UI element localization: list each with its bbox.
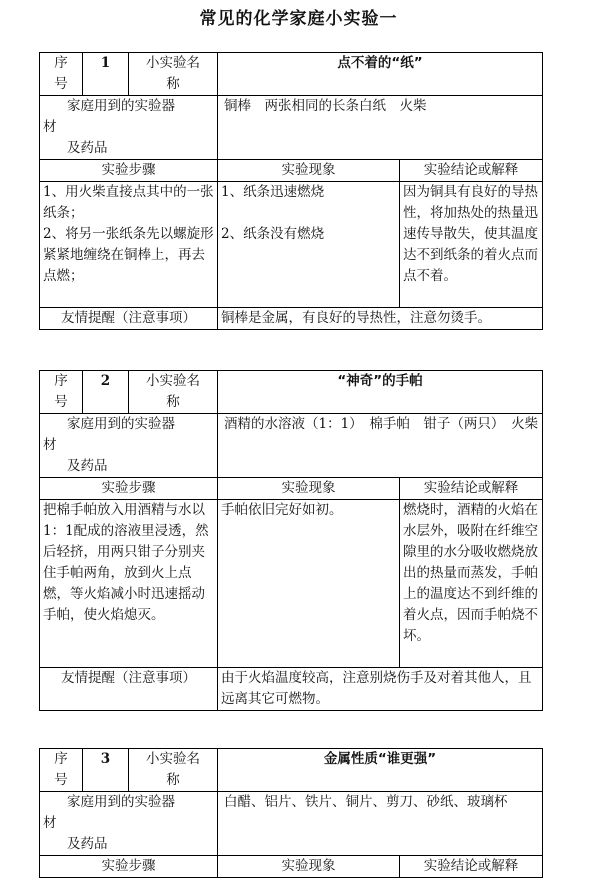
tips-content: 由于火焰温度较高，注意别烧伤手及对着其他人，且远离其它可燃物。	[218, 668, 543, 711]
conclusion-header: 实验结论或解释	[400, 478, 543, 500]
conclusion-content: 燃烧时，酒精的火焰在水层外，吸附在纤维空隙里的水分吸收燃烧放出的热量而蒸发，手帕上的温度达不到纤维的着火点，因而手帕烧不坏。	[400, 500, 543, 668]
steps-header: 实验步骤	[40, 478, 218, 500]
steps-header: 实验步骤	[40, 856, 218, 878]
experiment-title: 点不着的“纸”	[218, 53, 543, 96]
experiment-number: 3	[83, 749, 129, 792]
equipment-list: 酒精的水溶液（1：1） 棉手帕 钳子（两只） 火柴	[218, 414, 543, 478]
tips-label: 友情提醒（注意事项）	[40, 668, 218, 711]
experiment-table-2	[39, 370, 543, 711]
steps-content: 1、用火柴直接点其中的一张纸条； 2、将另一张纸条先以螺旋形紧紧地缠绕在铜棒上，再去点燃；	[40, 182, 218, 308]
conclusion-header: 实验结论或解释	[400, 856, 543, 878]
phenomenon-header: 实验现象	[218, 478, 400, 500]
number-label: 序 号	[40, 749, 83, 792]
experiment-table-1	[39, 52, 543, 330]
phenomenon-header: 实验现象	[218, 856, 400, 878]
experiment-number: 1	[83, 53, 129, 96]
name-label: 小实验名 称	[129, 53, 218, 96]
experiment-table-3	[39, 748, 543, 878]
conclusion-content: 因为铜具有良好的导热性，将加热处的热量迅速传导散失，使其温度达不到纸条的着火点而点不着。	[400, 182, 543, 308]
phenomenon-header: 实验现象	[218, 160, 400, 182]
phenomenon-content: 1、纸条迅速燃烧 2、纸条没有燃烧	[218, 182, 400, 308]
experiment-title: 金属性质“谁更强”	[218, 749, 543, 792]
steps-header: 实验步骤	[40, 160, 218, 182]
equipment-label: 家庭用到的实验器 材 及药品	[40, 414, 218, 478]
phenomenon-content: 手帕依旧完好如初。	[218, 500, 400, 668]
tips-content: 铜棒是金属，有良好的导热性，注意勿烫手。	[218, 308, 543, 330]
equipment-label: 家庭用到的实验器 材 及药品	[40, 792, 218, 856]
number-label: 序 号	[40, 53, 83, 96]
number-label: 序 号	[40, 371, 83, 414]
experiment-title: “神奇”的手帕	[218, 371, 543, 414]
steps-content: 把棉手帕放入用酒精与水以1：1配成的溶液里浸透，然后轻挤，用两只钳子分别夹住手帕两角，放到火上点燃，等火焰减小时迅速摇动手帕，使火焰熄灭。	[40, 500, 218, 668]
tips-label: 友情提醒（注意事项）	[40, 308, 218, 330]
equipment-label: 家庭用到的实验器 材 及药品	[40, 96, 218, 160]
document-title: 常见的化学家庭小实验一	[199, 9, 398, 29]
conclusion-header: 实验结论或解释	[400, 160, 543, 182]
name-label: 小实验名 称	[129, 371, 218, 414]
equipment-list: 白醋、铝片、铁片、铜片、剪刀、砂纸、玻璃杯	[218, 792, 543, 856]
name-label: 小实验名 称	[129, 749, 218, 792]
equipment-list: 铜棒 两张相同的长条白纸 火柴	[218, 96, 543, 160]
experiment-number: 2	[83, 371, 129, 414]
